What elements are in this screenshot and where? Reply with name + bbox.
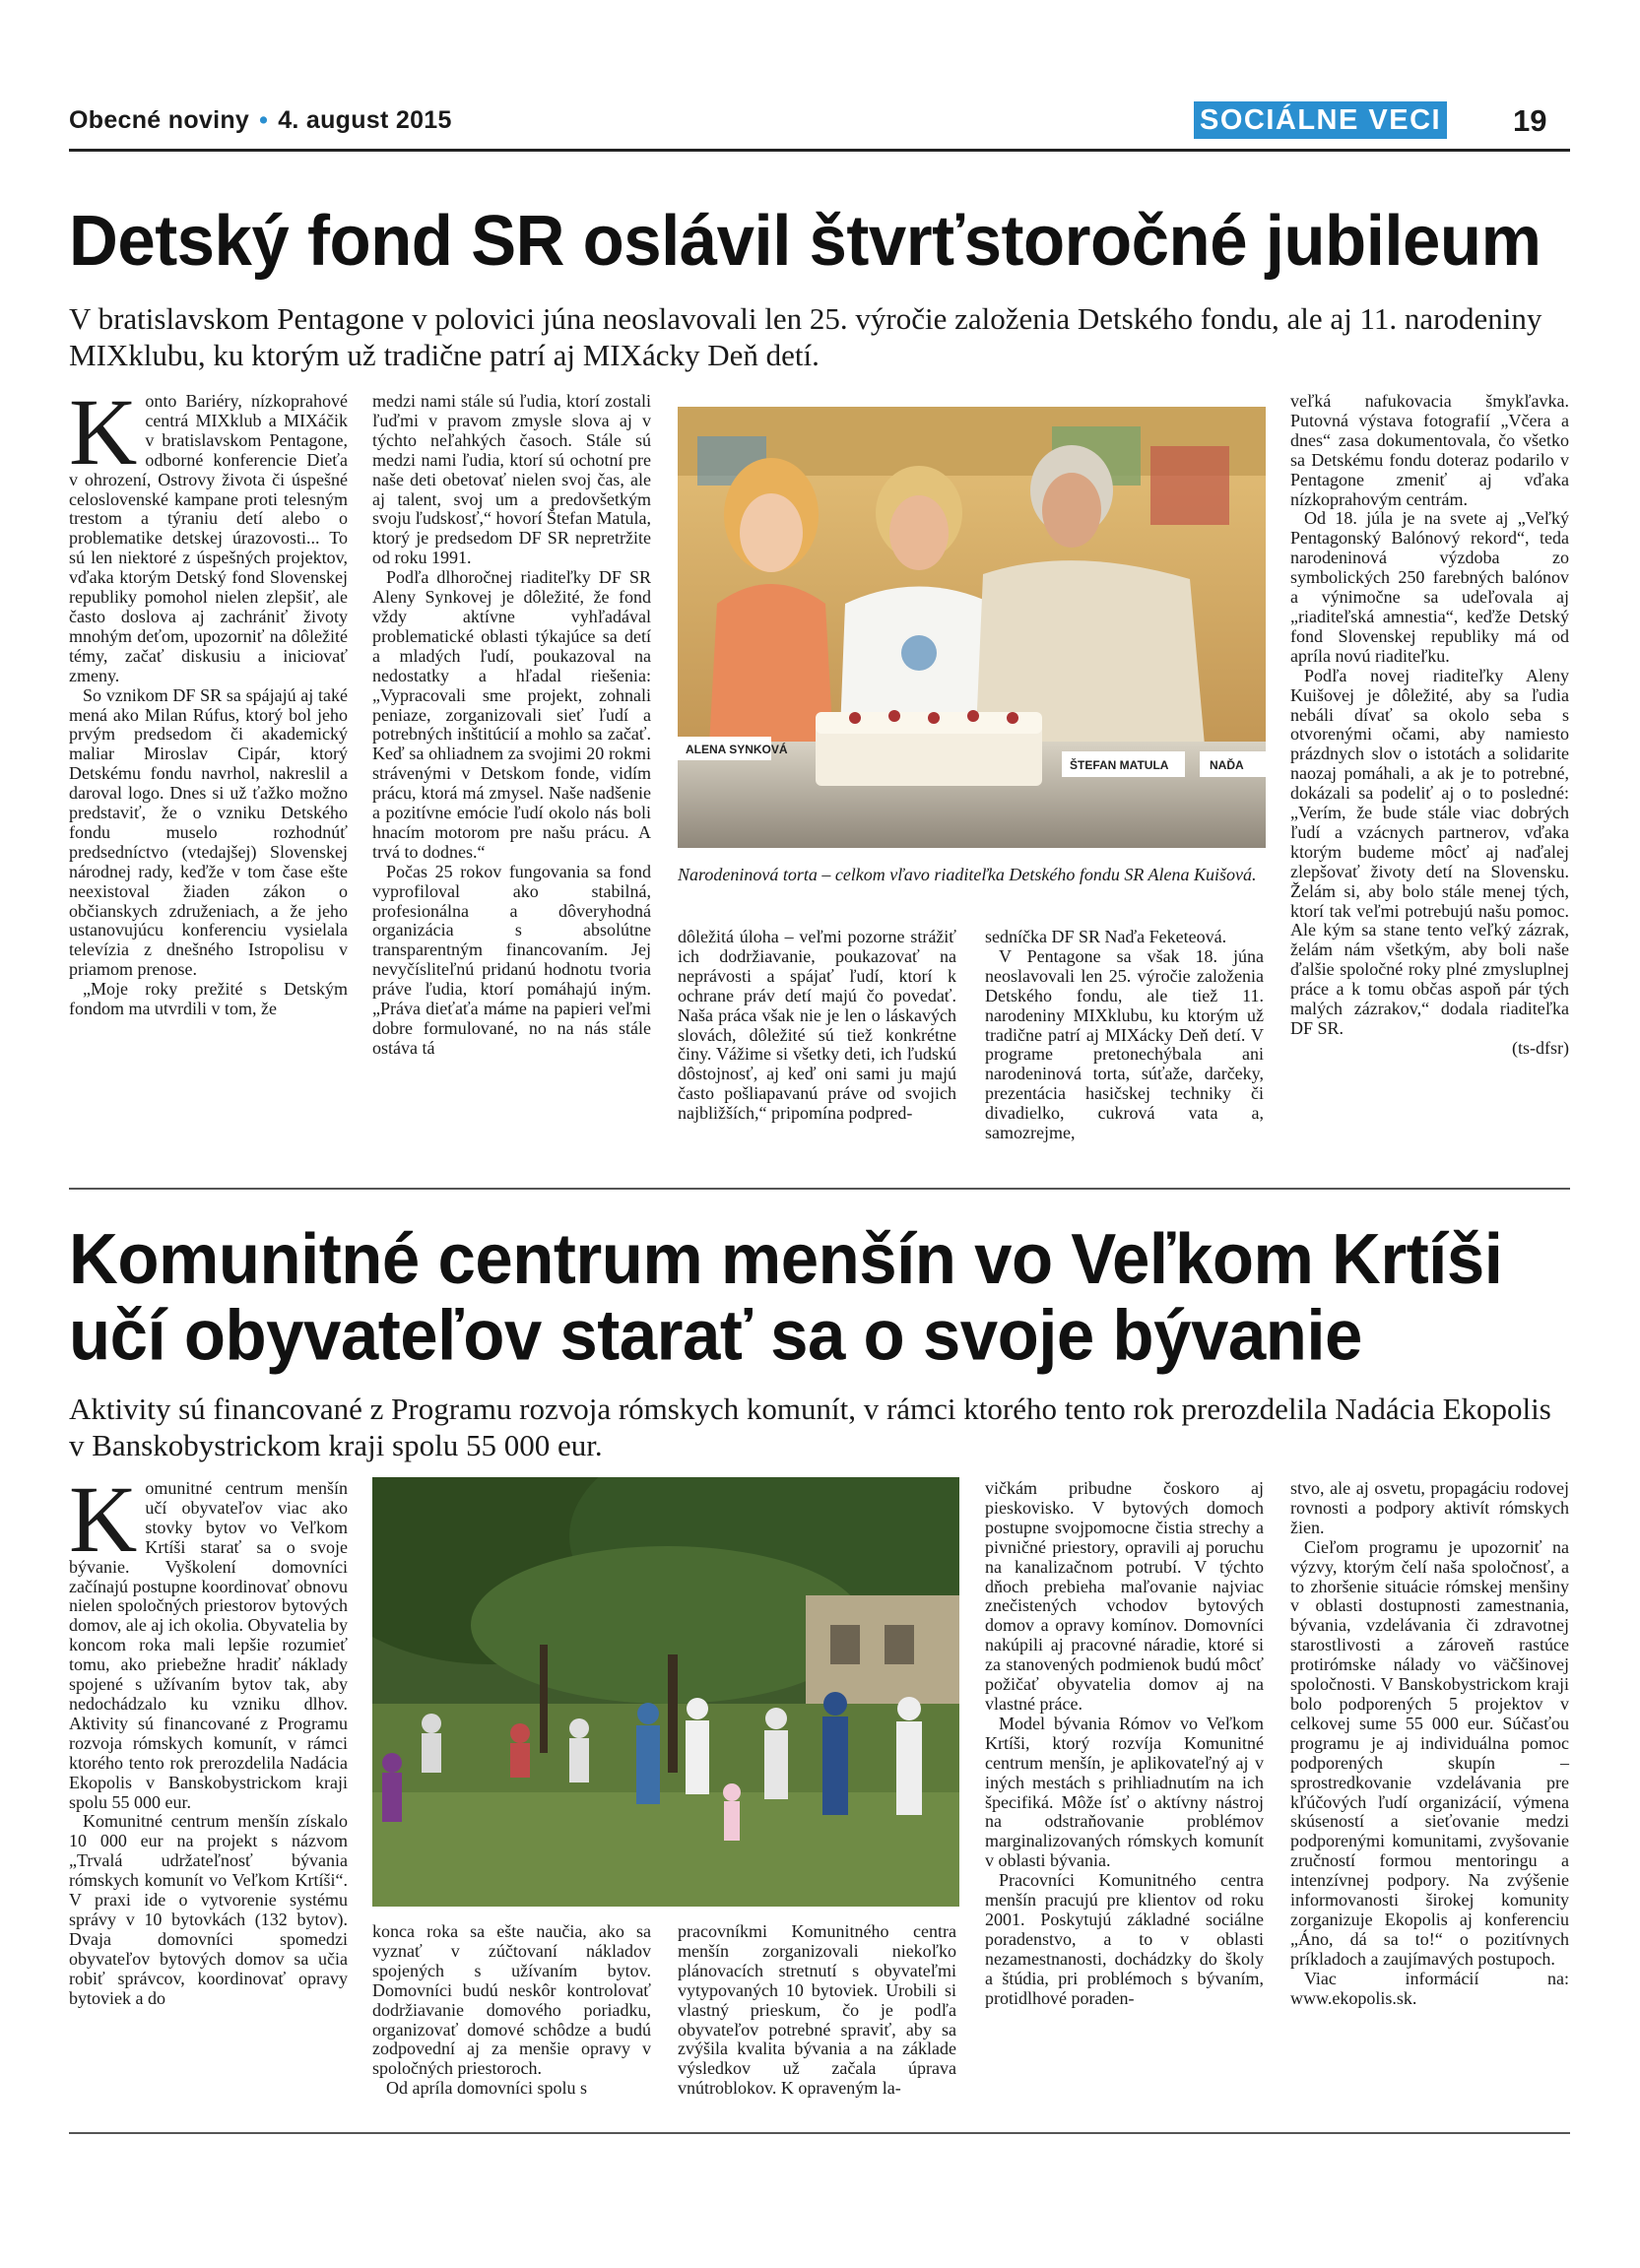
paragraph: pracovníkmi Komunitného centra menšín zorganizovali niekoľko plánovacích stretnutí s obyvateľmi vytypovaných 10 bytoviek. Urobili si vlastný prieskum, čo je podľa obyvateľov potrebné spraviť, aby sa zvýšila kvalita bývania a na základe výsledkov už začala úprava vnútroblokov. K opraveným la- <box>678 1921 956 2099</box>
article1-dropcap: K <box>69 379 138 485</box>
paragraph: onto Bariéry, nízkoprahové centrá MIXklub a MIXáčik v bratislavskom Pentagone, odborné konferencie Dieťa v ohrození, Ostrovy života či úspešné celoslovenské kampane proti telesným trestom a týraniu detí alebo o problematike detskej úrazovosti... To sú len niektoré z úspešných projektov, vďaka ktorým Detský fond Slovenskej republiky pomohol nielen zlepšiť, ale často doslova aj zachrániť životy mnohým deťom, upozorniť na dôležité témy, začať diskusiu a iniciovať zmeny. <box>69 391 348 685</box>
article2-column-4 <box>985 1479 1264 2008</box>
header-rule <box>69 149 1570 152</box>
paragraph: sedníčka DF SR Naďa Feketeová. <box>985 927 1227 946</box>
birthday-cake-photo <box>678 407 1266 848</box>
article2-column-3 <box>678 1922 956 2099</box>
article-divider <box>69 1188 1570 1190</box>
separator-dot: • <box>259 106 269 134</box>
masthead <box>69 106 452 135</box>
name-card-matula: ŠTEFAN MATULA <box>1070 758 1169 772</box>
paragraph: konca roka sa ešte naučia, ako sa vyznať v zúčtovaní nákladov spojených s užívaním bytov. Domovníci budú neskôr kontrolovať dodržiavanie domového poriadku, organizovať domové schôdze a budú zodpovední aj za menšie opravy v spoločných priestoroch. <box>372 1921 651 2079</box>
paragraph: So vznikom DF SR sa spájajú aj také mená ako Milan Rúfus, ktorý bol jeho prvým predsedom či akademický maliar Miroslav Cipár, ktorý Detskému fondu navrhol, nakreslil a daroval logo. Dnes si už ťažko možno predstaviť, že o vzniku Detského fondu muselo rozhodnúť predsedníctvo (vtedajšej) Slovenskej národnej rady, keďže v tom čase ešte neexistoval žiaden zákon o občianskych združeniach, a že jeho ustanovujúcu konferenciu vysielala televízia z dnešného Istropolisu v priamom prenose. <box>69 684 348 980</box>
paragraph: Viac informácií na: www.ekopolis.sk. <box>1290 1968 1569 2008</box>
paragraph: Počas 25 rokov fungovania sa fond vyprofiloval ako stabilná, profesionálna a dôveryhodná organizácia s absolútne transparentným financovaním. Jej nevyčísliteľnú pridanú hodnotu tvoria práve ľudia, ktorí pomáhajú iným. „Práva dieťaťa máme na papieri veľmi dobre formulované, no na nás stále ostáva tá <box>372 861 651 1058</box>
signature: (ts-dfsr) <box>1512 1037 1569 1058</box>
issue-date: 4. august 2015 <box>278 106 452 134</box>
paragraph: stvo, ale aj osvetu, propagáciu rodovej rovnosti a podpory aktivít rómskych žien. <box>1290 1478 1569 1537</box>
community-gathering-photo <box>372 1477 959 1907</box>
paragraph: omunitné centrum menšín učí obyvateľov viac ako stovky bytov vo Veľkom Krtíši starať sa o svoje bývanie. Vyškolení domovníci začínajú postupne koordinovať obnovu nielen spoločných priestorov bytových domov, ale aj ich okolia. Obyvatelia by koncom roka mali lepšie rozumieť tomu, ako priebežne hradiť náklady spojené s užívaním bytov tak, aby nedochádzalo ku vzniku dlhov. Aktivity sú financované z Programu rozvoja rómskych komunít, v rámci ktorého tento rok prerozdelila Nadácia Ekopolis v Banskobystrickom kraji spolu 55 000 eur. <box>69 1478 348 1812</box>
paragraph: Od 18. júla je na svete aj „Veľký Pentagonský Balónový rekord“, teda narodeninová výzdoba zo symbolických 250 farebných balónov a výnimočne sa udeľovala aj „riaditeľská amnestia“, keďže Detský fond Slovenskej republiky má od apríla novú riaditeľku. <box>1290 508 1569 666</box>
paragraph: veľká nafukovacia šmykľavka. Putovná výstava fotografií „Včera a dnes“ zasa dokumentovala, čo všetko sa Detskému fondu doteraz podarilo v Pentagone zmeniť aj vďaka nízkoprahovým centrám. <box>1290 391 1569 509</box>
paragraph: medzi nami stále sú ľudia, ktorí zostali ľuďmi v pravom zmysle slova aj v týchto neľahkých časoch. Stále sú medzi nami ľudia, ktorí sú ochotní pre naše deti obetovať nielen svoj čas, ale aj talent, svoj um a predovšetkým svoju ľudskosť,“ hovorí Štefan Matula, ktorý je predsedom DF SR nepretržite od roku 1991. <box>372 391 651 568</box>
article2-column-1 <box>69 1466 348 2008</box>
paragraph: dôležitá úloha – veľmi pozorne strážiť ich dodržiavanie, poukazovať na neprávosti a spájať ľudí, ktorí k ochrane práv detí majú čo povedať. Naša práca však nie je len o láskavých slovách, dôležité sú tiež konkrétne činy. Vážime si všetky deti, ich ľudskú dôstojnosť, aj keď oni sami ju majú často pošliapavanú práve od svojich najbližších,“ pripomína podpred- <box>678 927 956 1124</box>
article1-column-5 <box>1290 392 1569 1059</box>
paragraph: Model bývania Rómov vo Veľkom Krtíši, ktorý rozvíja Komunitné centrum menšín, je aplikovateľný aj v iných mestách s prihliadnutím na ich špecifiká. Môže ísť o aktívny nástroj na odstraňovanie problémov marginalizovaných rómskych komunít v oblasti bývania. <box>985 1713 1264 1871</box>
section-label: SOCIÁLNE VECI <box>1194 101 1447 139</box>
paragraph: „Moje roky prežité s Detským fondom ma utvrdili v tom, že <box>69 979 348 1019</box>
paragraph: Podľa novej riaditeľky Aleny Kuišovej je dôležité, aby sa ľudia nebáli dívať sa okolo seba s otvorenými očami, aby namiesto prázdnych slov o istotách a solidarite naozaj pomáhali, a ak je to potrebné, dokázali sa podeliť aj o to posledné: „Verím, že bude stále viac dobrých ľudí a vzácnych partnerov, vďaka ktorým budeme môcť aj naďalej zlepšovať životy detí na Slovensku. Želám si, aby bolo stále menej tých, ktorí tak veľmi potrebujú našu pomoc. Ale kým sa stane tento veľký zázrak, želám nám všetkým, aby boli naše ďalšie spoločné roky plné zmysluplnej práce a k tomu občas aspoň pár tých malých zázrakov,“ dodala riaditeľka DF SR. <box>1290 665 1569 1038</box>
paragraph: Podľa dlhoročnej riaditeľky DF SR Aleny Synkovej je dôležité, že fond vždy aktívne vyhľadával problematické oblasti týkajúce sa detí a mladých ľudí, poukazoval na nedostatky a hľadal riešenia: „Vypracovali sme projekt, zohnali peniaze, zorganizovali sieť ľudí a potrebných inštitúcií a mohlo sa začať. Keď sa ohliadnem za svojimi 20 rokmi strávenými v Detskom fonde, vidím prácu, ktorá má zmysel. Naše nadšenie a pozitívne emócie ľudí okolo nás boli hnacím motorom pre našu prácu. A trvá to dodnes.“ <box>372 567 651 862</box>
paragraph: Od apríla domovníci spolu s <box>386 2078 587 2099</box>
footer-rule <box>69 2132 1570 2134</box>
article1-headline: Detský fond SR oslávil štvrťstoročné jubileum <box>69 200 1542 281</box>
name-card-nada: NAĎA <box>1210 758 1244 772</box>
article2-headline-line1: Komunitné centrum menšín vo Veľkom Krtíši <box>69 1218 1503 1299</box>
article2-lead: Aktivity sú financované z Programu rozvoja rómskych komunít, v rámci ktorého tento rok prerozdelila Nadácia Ekopolis v Banskobystrickom kraji spolu 55 000 eur. <box>69 1392 1551 1462</box>
name-card-synkova: ALENA SYNKOVÁ <box>686 743 788 756</box>
article2-dropcap: K <box>69 1466 138 1572</box>
paragraph: V Pentagone sa však 18. júna neoslavovali len 25. výročie založenia Detského fondu, ale tiež 11. narodeniny MIXklubu, ku ktorým už tradične patrí aj MIXácky Deň detí. V programe pretonechýbala ani narodeninová torta, súťaže, darčeky, prezentácia hasičskej techniky či divadielko, cukrová vata a, samozrejme, <box>985 945 1264 1143</box>
article2-headline <box>69 1218 1576 1376</box>
article1-column-4 <box>985 928 1264 1143</box>
article2-column-2 <box>372 1922 651 2099</box>
paragraph: Pracovníci Komunitného centra menšín pracujú pre klientov od roku 2001. Poskytujú základné sociálne poradenstvo, a to v oblasti nezamestnanosti, dochádzky do školy a štúdia, pri problémoch s bývaním, protidlhové poraden- <box>985 1870 1264 2008</box>
article2-headline-line2: učí obyvateľov starať sa o svoje bývanie <box>69 1295 1362 1376</box>
article1-lead: V bratislavskom Pentagone v polovici júna neoslavovali len 25. výročie založenia Detského fondu, ale aj 11. narodeniny MIXklubu, ku ktorým už tradične patrí aj MIXácky Deň detí. <box>69 301 1542 372</box>
paragraph: Komunitné centrum menšín získalo 10 000 eur na projekt s názvom „Trvalá udržateľnosť bývania rómskych komunít vo Veľkom Krtíši“. V praxi ide o vytvorenie systému správy v 10 bytovkách (132 bytov). Dvaja domovníci spomedzi obyvateľov bytových domov sa učia robiť správcov, koordinovať opravy bytoviek a do <box>69 1811 348 2008</box>
article1-photo-caption: Narodeninová torta – celkom vľavo riaditeľka Detského fondu SR Alena Kuišová. <box>678 865 1257 884</box>
paragraph: vičkám pribudne čoskoro aj pieskovisko. V bytových domoch postupne svojpomocne čistia strechy a pivničné priestory, opravili aj poruchu na kanalizačnom potrubí. V týchto dňoch prebieha maľovanie najviac znečistených vchodov bytových domov a opravy komínov. Domovníci nakúpili aj pracovné náradie, ktoré si za stanovených podmienok budú môcť požičať obyvatelia domov aj na vlastné práce. <box>985 1478 1264 1714</box>
page-number: 19 <box>1513 103 1547 138</box>
article2-column-5 <box>1290 1479 1569 2008</box>
article1-column-3 <box>678 928 956 1124</box>
article1-column-1 <box>69 379 348 1019</box>
paper-name: Obecné noviny <box>69 106 250 134</box>
article1-column-2 <box>372 392 651 1059</box>
paragraph: Cieľom programu je upozorniť na výzvy, ktorým čelí naša spoločnosť, a to zhoršenie situácie rómskej menšiny v oblasti dostupnosti zamestnania, bývania, vzdelávania či zdravotnej starostlivosti a zároveň rastúce protirómske nálady vo väčšinovej spoločnosti. V Banskobystrickom kraji bolo podporených 5 projektov v celkovej sume 55 000 eur. Súčasťou programu je aj individuálna pomoc podporených skupín – sprostredkovanie vzdelávania pre kľúčových ľudí organizácií, výmena skúseností a sieťovanie medzi podporenými komunitami, zvyšovanie zručností formou mentoringu a intenzívnej podpory. Na zvýšenie informovanosti širokej komunity zorganizuje Ekopolis aj konferenciu „Áno, dá sa to!“ o pozitívnych príkladoch a zaujímavých postupoch. <box>1290 1536 1569 1969</box>
